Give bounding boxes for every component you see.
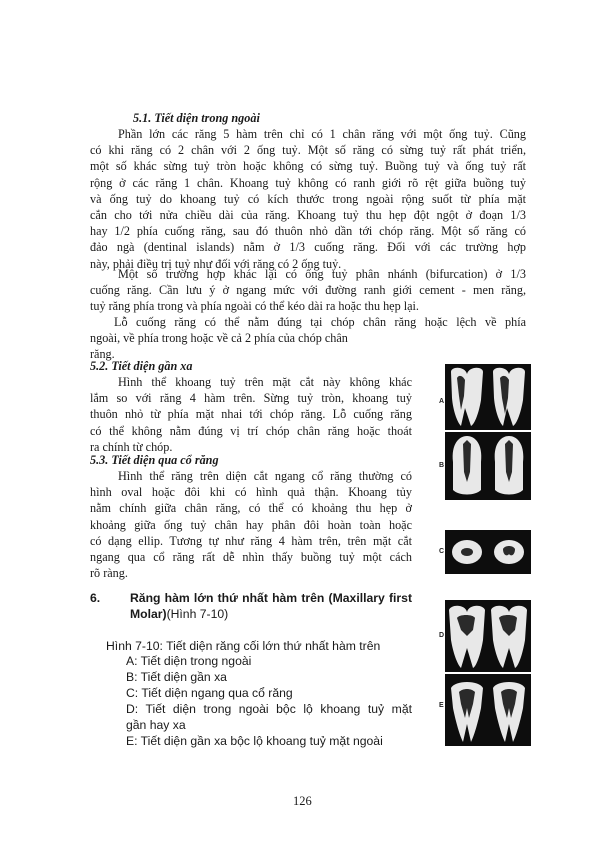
text-line: Phần lớn các răng 5 hàm trên chỉ có 1 chân răng với một ống tuỷ. Cũng [118, 127, 526, 141]
figure-panel-a [445, 364, 531, 430]
caption-item-b: B: Tiết diện gần xa [126, 670, 227, 684]
figure-panel-e [445, 674, 531, 746]
text-line: có thể không nằm đúng vị trí chóp chân răng hoặc thoát [90, 423, 412, 438]
text-line: hay 1/2 phía cuống răng, sau đó thuôn nhỏ dần tới chóp răng. Một số răng có [90, 224, 526, 239]
caption-item-d: D: Tiết diện trong ngoài bộc lộ khoang tuỷ mặt [126, 702, 412, 716]
tooth-section-d-image [445, 600, 531, 672]
text-line: ra chính từ chóp. [90, 439, 173, 454]
figure-label-e: E [439, 702, 444, 709]
tooth-section-a-image [445, 364, 531, 430]
section-6-title [130, 590, 412, 622]
text-line: đảo ngà (dentinal islands) nằm ở 1/3 cuống răng. Đối với các trường hợp [90, 240, 526, 255]
text-line: răng. [90, 347, 115, 362]
tooth-section-b-image [445, 432, 531, 500]
text-line: có khi răng có 2 chân với 2 ống tuỷ. Một số răng có sừng tuỷ rất phát triển, [90, 143, 526, 158]
heading-5-2: 5.2. Tiết diện gần xa [90, 359, 193, 373]
figure-label-d: D [439, 632, 445, 639]
paragraph-5-1-a [90, 126, 526, 272]
text-line: nằm chính giữa chân răng, có thể có khoảng thu hẹp ở [90, 501, 412, 516]
text-line: lắm so với răng 4 hàm trên. Sừng tuỷ tròn, khoang tuỷ [90, 391, 412, 406]
caption-item-d-cont: gần hay xa [126, 718, 186, 732]
text-line: rõ ràng. [90, 566, 128, 581]
text-line: có dạng ellip. Tương tự như răng 4 hàm trên, trên mặt cắt [90, 533, 412, 548]
text-line: Hình thể răng trên diện cắt ngang cổ răng thường có [118, 469, 412, 483]
section-6-title-bold: Molar) [130, 607, 167, 622]
page-number: 126 [293, 794, 312, 808]
heading-5-1: 5.1. Tiết diện trong ngoài [133, 111, 260, 125]
text-line: hình oval hoặc đôi khi có hình quả thận. Khoang tủy [90, 485, 412, 500]
paragraph-5-2 [90, 374, 412, 455]
text-line: một số khác sừng tuỷ tròn hoặc không có sừng tuỷ. Buồng tuỷ và ống tuỷ rất [90, 159, 526, 174]
text-line: khoảng giữa ống tuỷ chân hay phân đôi hoàn toàn hoặc [90, 517, 412, 532]
caption-item-a: A: Tiết diện trong ngoài [126, 654, 252, 668]
section-6-title-line1: Răng hàm lớn thứ nhất hàm trên (Maxillary first [130, 591, 412, 605]
figure-caption-items [126, 653, 412, 749]
text-line: và ống tuỷ do khoang tuỷ có kích thước trong ngoài rộng suốt từ phía mặt [90, 191, 526, 206]
text-line: rộng ở các răng 1 chân. Khoang tuỷ không có ranh giới rõ rệt giữa buồng tuỷ [90, 175, 526, 190]
text-line: ngang qua cổ răng rất dễ nhìn thấy buồng tuỷ một cách [90, 550, 412, 565]
figure-panel-c [445, 530, 531, 574]
section-6-figure-ref: (Hình 7-10) [166, 607, 229, 622]
heading-5-3: 5.3. Tiết diện qua cổ răng [90, 453, 219, 467]
text-line: ngoài, về phía trong hoặc về cả 2 phía của chóp chân [90, 331, 348, 346]
paragraph-5-1-b [90, 266, 526, 315]
text-line: này, phải điều trị tuỷ như đối với răng có 2 ống tuỷ. [90, 256, 342, 271]
figure-label-c: C [439, 548, 445, 555]
text-line: Lỗ cuống răng có thể nằm đúng tại chóp chân răng hoặc lệch về phía [114, 315, 526, 329]
text-line: cuống răng. Cần lưu ý ở ngang mức với đường ranh giới cement - men răng, [90, 283, 526, 298]
caption-item-c: C: Tiết diện ngang qua cổ răng [126, 686, 293, 700]
paragraph-5-1-c [90, 314, 526, 363]
text-line: thuôn nhỏ từ phía mặt nhai tới chóp răng. Lỗ cuống răng [90, 407, 412, 422]
text-line: Hình thể khoang tuỷ trên mặt cắt này không khác [118, 375, 412, 389]
text-line: cắn cho tới nửa chiều dài của răng. Khoang tuỷ thu hẹp đột ngột ở đoạn 1/3 [90, 208, 526, 223]
text-line: tuỷ răng phía trong và phía ngoài có thể kéo dài ra hoặc thu hẹp lại. [90, 299, 419, 314]
figure-label-b: B [439, 462, 445, 469]
caption-item-e: E: Tiết diện gần xa bộc lộ khoang tuỷ mặt ngoài [126, 734, 383, 748]
figure-caption-title: Hình 7-10: Tiết diện răng cối lớn thứ nhất hàm trên [106, 639, 381, 653]
section-6-number: 6. [90, 591, 101, 605]
tooth-section-e-image [445, 674, 531, 746]
figure-panel-d [445, 600, 531, 672]
text-line: Một số trường hợp khác lại có ống tuỷ phân nhánh (bifurcation) ở 1/3 [118, 267, 526, 281]
tooth-section-c-image [445, 530, 531, 574]
section-6-title-line2 [130, 606, 412, 622]
figure-panel-b [445, 432, 531, 500]
paragraph-5-3 [90, 468, 412, 581]
figure-label-a: A [439, 398, 445, 405]
